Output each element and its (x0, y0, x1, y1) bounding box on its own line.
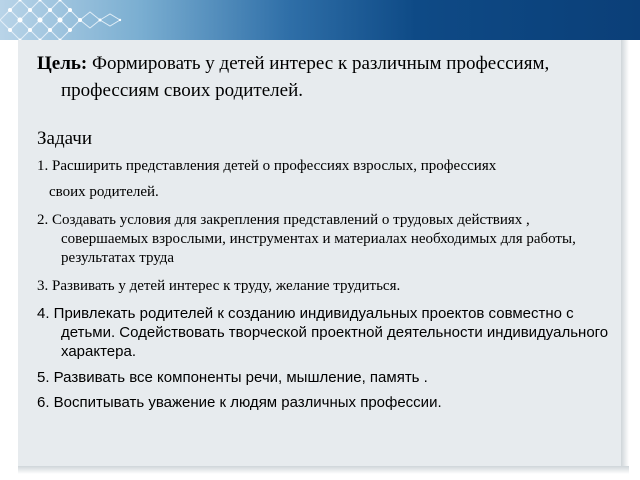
tasks-heading: Задачи (37, 128, 93, 149)
network-pattern-icon (0, 0, 200, 40)
task-1: 1. Расширить представления детей о профессиях взрослых, профессиях (37, 158, 497, 174)
task-5: 5. Развивать все компоненты речи, мышление, память . (37, 369, 428, 386)
task-4: 4. Привлекать родителей к созданию индивидуальных проектов совместно с детьми. Содействовать творческой проектной деятельности индивидуального характера. (37, 305, 609, 360)
goal-paragraph (37, 50, 617, 104)
panel-shadow-bottom (18, 466, 629, 474)
slide-content (37, 50, 617, 412)
task-2: 2. Создавать условия для закрепления представлений о трудовых действиях , совершаемых взрослыми, инструментах и материалах необходимых для работы, результатах труда (37, 212, 576, 266)
task-3: 3. Развивать у детей интерес к труду, желание трудиться. (37, 278, 401, 294)
header-banner (0, 0, 640, 40)
panel-shadow-right (621, 40, 629, 470)
goal-text: Формировать у детей интерес к различным профессиям, профессиям своих родителей. (61, 53, 550, 101)
task-1-continuation: своих родителей. (49, 184, 159, 200)
task-6: 6. Воспитывать уважение к людям различных профессии. (37, 394, 442, 411)
goal-label: Цель: (37, 53, 88, 74)
